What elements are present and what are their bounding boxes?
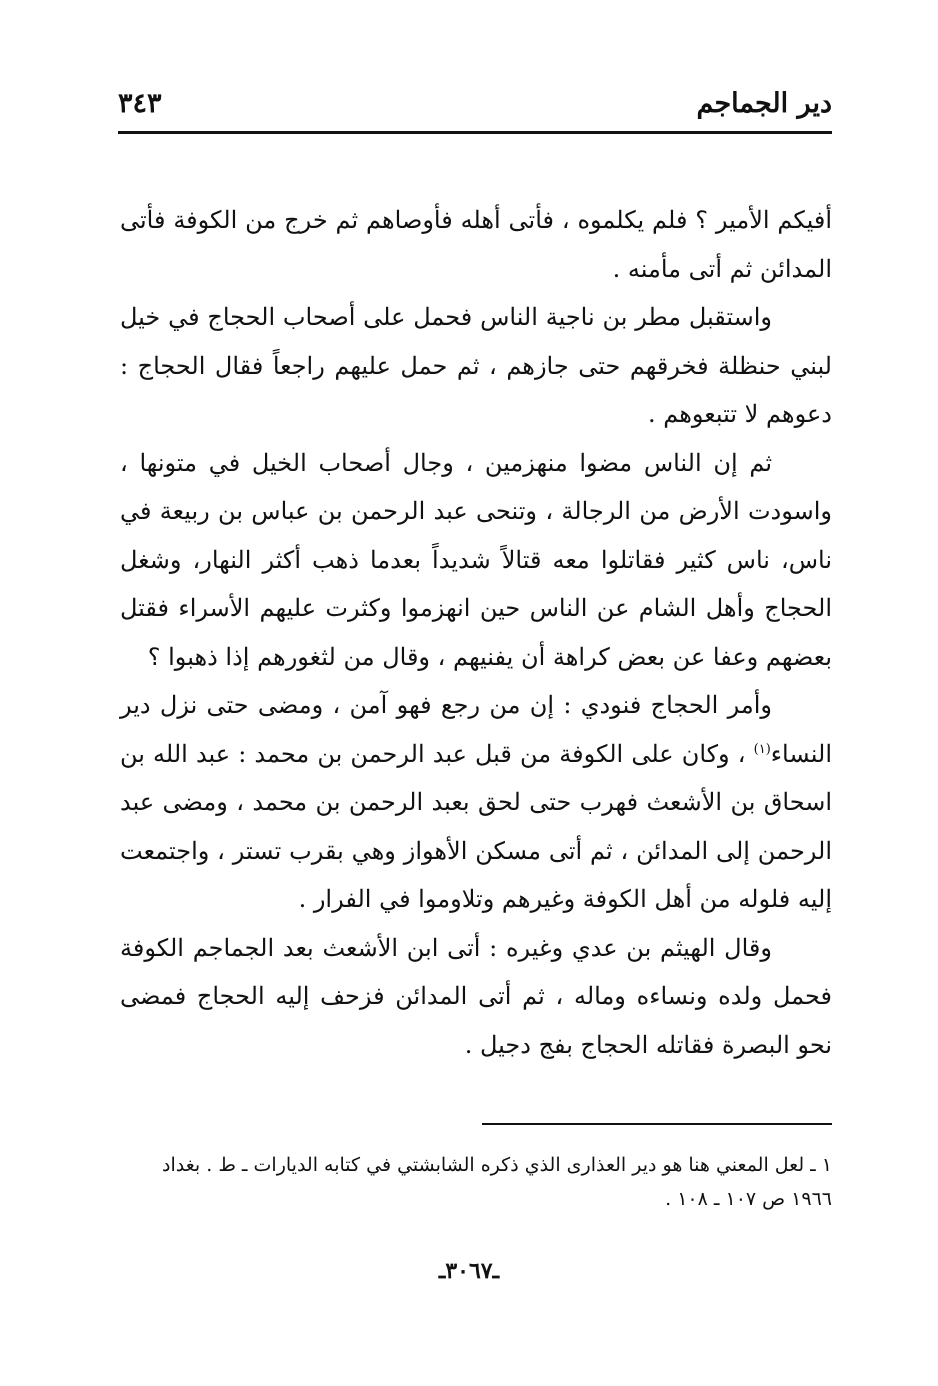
footnote-1: ١ ـ لعل المعني هنا هو دير العذارى الذي ذكره الشابشتي في كتابه الديارات ـ ط . بغداد ١٩٦٦ ص ١٠٧ ـ ١٠٨ .: [162, 1154, 832, 1210]
footnotes: [122, 1148, 832, 1216]
paragraph-4: [120, 681, 832, 924]
folio-number: ـ٣٠٦٧ـ: [438, 1258, 500, 1284]
running-title: دير الجماجم: [696, 88, 832, 119]
paragraph-3: ثم إن الناس مضوا منهزمين ، وجال أصحاب الخيل في متونها ، واسودت الأرض من الرجالة ، وتنحى عبد الرحمن بن عباس بن ربيعة في ناس، ناس كثير فقاتلوا معه قتالاً شديداً بعدما ذهب أكثر النهار، وشغل الحجاج وأهل الشام عن الناس حين انهزموا وكثرت عليهم الأسراء فقتل بعضهم وعفا عن بعض كراهة أن يفنيهم ، وقال من لثغورهم إذا ذهبوا ؟: [120, 448, 832, 671]
page-number: ٣٤٣: [118, 88, 162, 119]
paragraph-2: واستقبل مطر بن ناجية الناس فحمل على أصحاب الحجاج في خيل لبني حنظلة فخرقهم حتى جازهم ، ثم حمل عليهم راجعاً فقال الحجاج : دعوهم لا تتبعوهم .: [120, 303, 832, 428]
paragraph-5: وقال الهيثم بن عدي وغيره : أتى ابن الأشعث بعد الجماجم الكوفة فحمل ولده ونساءه وماله ، ثم أتى المدائن فزحف إليه الحجاج فمضى نحو البصرة فقاتله الحجاج بفج دجيل .: [120, 933, 832, 1059]
header-rule: [118, 131, 832, 134]
paragraph-4-continued: ، وكان على الكوفة من قبل عبد الرحمن بن محمد : عبد الله بن اسحاق بن الأشعث فهرب حتى لحق بعبد الرحمن بن محمد ، ومضى عبد الرحمن إلى المدائن ، ثم أتى مسكن الأهواز وهي بقرب تستر ، واجتمعت إليه فلوله من أهل الكوفة وغيرهم وتلاوموا في الفرار .: [120, 739, 832, 913]
paragraph-1: أفيكم الأمير ؟ فلم يكلموه ، فأتى أهله فأوصاهم ثم خرج من الكوفة فأتى المدائن ثم أتى مأمنه .: [120, 206, 832, 283]
body-text: [120, 196, 832, 1069]
footnote-reference: (١): [753, 741, 771, 757]
page-header: [118, 84, 832, 132]
footnote-rule: [482, 1123, 832, 1125]
paragraph-4-start: وأمر الحجاج فنودي : إن من رجع فهو آمن ، ومضى حتى نزل دير النساء: [120, 691, 832, 768]
